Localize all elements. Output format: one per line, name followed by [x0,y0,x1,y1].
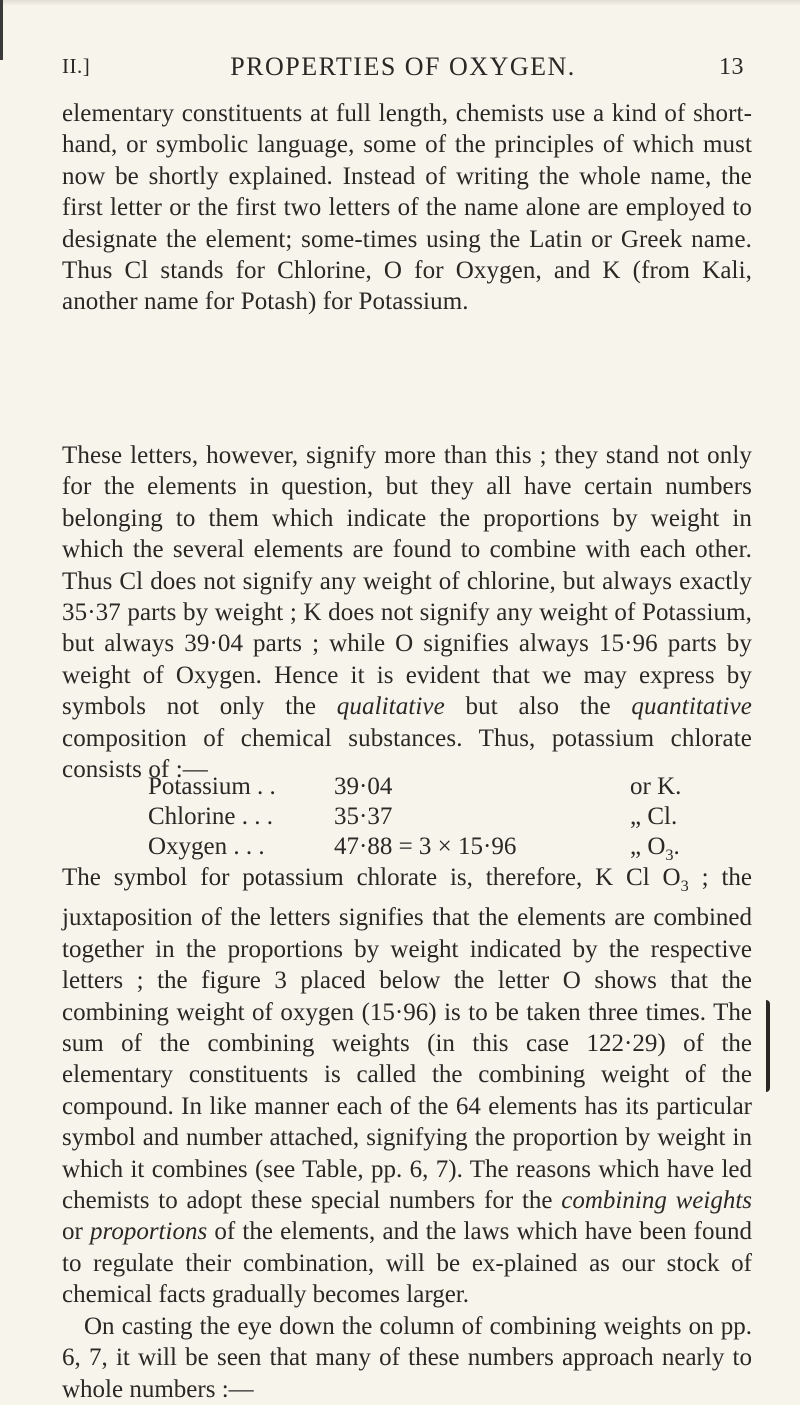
paragraph-3-text-a: The symbol for potassium chlorate is, therefore, K Cl O [62,864,681,891]
qualitative-emphasis: qualitative [336,693,445,721]
paragraph-3 [62,862,752,1405]
symbol-period: . [673,833,680,860]
paragraph-3-text-c: of the elements, and the laws which have been found to regulate their combination, will be ex-plained as our stock of chemical facts gradually becomes larger. [62,1218,752,1309]
symbol-subscript: 3 [665,846,674,864]
table-row [148,772,748,802]
margin-bracket [760,1000,770,1092]
symbol-text: „ O [630,833,666,860]
paragraph-2-text-a: These letters, however, signify more than this ; they stand not only for the elements in question, but they all have certain numbers belonging to them which indicate the proportions by weight in which the several elements are found to combine with each other. Thus Cl does not signify any weight of chlorine, but always exactly 35·37 parts by weight ; K does not signify any weight of Potassium, but always 39·04 parts ; while O signifies always 15·96 parts by weight of Oxygen. Hence it is evident that we may express by symbols not only the [62,442,752,721]
scan-edge-mark [0,0,3,60]
page-title: PROPERTIES OF OXYGEN. [230,52,576,81]
composition-table [148,772,748,862]
paragraph-2 [62,440,752,785]
paragraph-3-or: or [62,1218,91,1246]
paragraph-3-text-b: ; the juxtaposition of the letters signifies that the elements are combined together in the proportions by weight indicated by the respective letters ; the figure 3 placed below the letter O shows that the combining weight of oxygen (15·96) is to be taken three times. The sum of the combining weights (in this case 122·29) of the elementary constituents is called the combining weight of the compound. In like manner each of the 64 elements has its particular symbol and number attached, signifying the proportion by weight in which it combines (see Table, pp. 6, 7). The reasons which have led chemists to adopt these special numbers for the [62,864,752,1215]
paragraph-2-text-b: but also the [444,693,632,721]
paragraph-4: On casting the eye down the column of combining weights on pp. 6, 7, it will be seen that many of these numbers approach nearly to whole numbers :— [62,1312,752,1403]
quantitative-emphasis: quantitative [631,693,752,721]
element-symbol: „ Cl. [630,803,678,830]
element-name: Potassium . . [148,773,276,800]
element-weight: 39·04 [334,773,393,800]
paragraph-1: elementary constituents at full length, chemists use a kind of short-hand, or symbolic language, some of the principles of which must now be shortly explained. Instead of writing the whole name, the first letter or the first two letters of the name alone are employed to designate the element; some-times using the Latin or Greek name. Thus Cl stands for Chlorine, O for Oxygen, and K (from Kali, another name for Potash) for Potassium. [62,100,752,316]
combining-weights-emphasis: combining weights [561,1187,752,1215]
table-row [148,832,748,862]
proportions-emphasis: proportions [90,1218,208,1246]
element-name: Oxygen . . . [148,833,265,860]
page-number: 13 [719,54,744,80]
formula-subscript: 3 [680,877,689,895]
element-weight: 35·37 [334,803,393,830]
chapter-marker: II.] [62,54,91,78]
scan-shadow [0,0,800,6]
table-row [148,802,748,832]
element-symbol: or K. [630,773,682,800]
running-head [62,50,744,90]
element-weight: 47·88 = 3 × 15·96 [334,833,517,860]
paragraph-2-text-c: composition of chemical substances. Thus, potassium chlorate consists of :— [62,724,752,784]
element-name: Chlorine . . . [148,803,273,830]
